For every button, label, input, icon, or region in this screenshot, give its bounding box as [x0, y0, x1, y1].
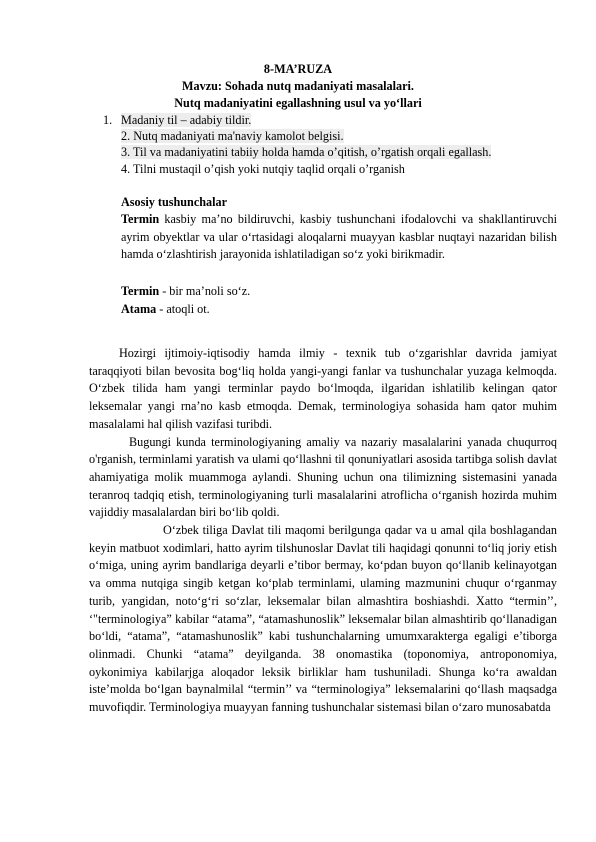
body-text [89, 345, 557, 717]
plan-list-marker: 1. [103, 113, 113, 127]
termin-label: Termin [121, 212, 160, 226]
paragraph-1: Hozirgi ijtimoiy-iqtisodiy hamda ilmiy - texnik tub o‘zgarishlar davrida jamiyat taraqqiyoti bilan bevosita bog‘liq holda yangi-yangi fanlar va tushunchalar yuzaga kelmoqda. O‘zbek tilida ham yangi terminlar paydo bo‘lmoqda, ilgaridan ishlatilib kelingan qator leksemalar yangi rna’no kasb etmoqda. Demak, terminologiya sohasida ham qator muhim masalalami hal qilish vazifasi turibdi. [89, 346, 557, 431]
atama-text: - atoqli ot. [156, 302, 210, 316]
plan-item-4: 4. Tilni mustaqil o’qish yoki nutqiy taqlid orqali o’rganish [121, 162, 405, 176]
concept-termin-short [121, 283, 250, 299]
lecture-topic: Mavzu: Sohada nutq madaniyati masalalari. [182, 79, 414, 93]
termin-short-text: - bir ma’noli so‘z. [159, 284, 251, 298]
termin-short-label: Termin [121, 284, 160, 298]
concept-atama [121, 301, 210, 317]
concepts-heading: Asosiy tushunchalar [121, 195, 227, 209]
plan-item-2: 2. Nutq madaniyati ma'naviy kamolot belgisi. [121, 129, 344, 143]
atama-label: Atama [121, 302, 157, 316]
lecture-subtitle: Nutq madaniyatini egallashning usul va yo‘llari [174, 96, 422, 110]
plan-item-3: 3. Til va madaniyatini tabiiy holda hamda o’qitish, o’rgatish orqali egallash. [121, 145, 492, 159]
lecture-number: 8-MA’RUZA [263, 62, 333, 76]
paragraph-3: O‘zbek tiliga Davlat tili maqomi berilgunga qadar va u amal qila boshlagandan keyin matbuot xodimlari, hatto ayrim tilshunoslar Davlat tili haqidagi qonunni to‘liq joriy etish o‘miga, uning ayrim bandlariga deyarli e’tibor bermay, ko‘pdan buyon qo‘llanib kelinayotgan va omma nutqiga singib ketgan ko‘plab terminlami, ulaming mazmunini chuqur o‘rganmay turib, yangidan, noto‘g‘ri so‘zlar, leksemalar bilan almashtira boshiashdi. Xatto “termin’’, ‘"terminologiya” kabilar “atama”, “atamashunoslik” leksemalar bilan almashtirib qo‘llanadigan bo‘ldi, “atama”, “atamashunoslik” kabi tushunchalarning umumxarakterga egaligi e’tiborga olinmadi. Chunki “atama” deyilganda. 38 onomastika (toponomiya, antroponomiya, oykonimiya kabilarjga aloqador leksik birliklar ham tushuniladi. Shunga ko‘ra awaldan iste’molda bo‘lgan baynalmilal “termin’’ va “terminologiya” leksemalarini qo‘llash maqsadga muvofiqdir. Terminologiya muayyan fanning tushunchalar sistemasi bilan o‘zaro munosabatda [89, 523, 557, 715]
plan-item-1: Madaniy til – adabiy tildir. [121, 113, 252, 127]
termin-text: kasbiy ma’no bildiruvchi, kasbiy tushunchani ifodalovchi va shakllantiruvchi ayrim obyektlar va ular o‘rtasidagi aloqalarni muayyan kasblar nuqtayi nazaridan bilish hamda o‘zlashtirish jarayonida ishlatiladigan so‘z yoki birikmadir. [121, 212, 557, 261]
paragraph-2: Bugungi kunda terminologiyaning amaliy va nazariy masalalarini yanada chuqurroq o'rganish, terminlami yaratish va ulami qo‘llashni til qonuniyatlari asosida tartibga solish davlat ahamiyatiga molik muammoga aylandi. Shuning uchun ona tilimizning sistemasini yanada teranroq tadqiq etish, terminologiyaning turli masalalarini atroflicha o‘rganish hozirda muhim vajiddiy masalalardan biri bo‘lib qoldi. [89, 434, 557, 520]
concept-termin-definition [121, 211, 557, 264]
